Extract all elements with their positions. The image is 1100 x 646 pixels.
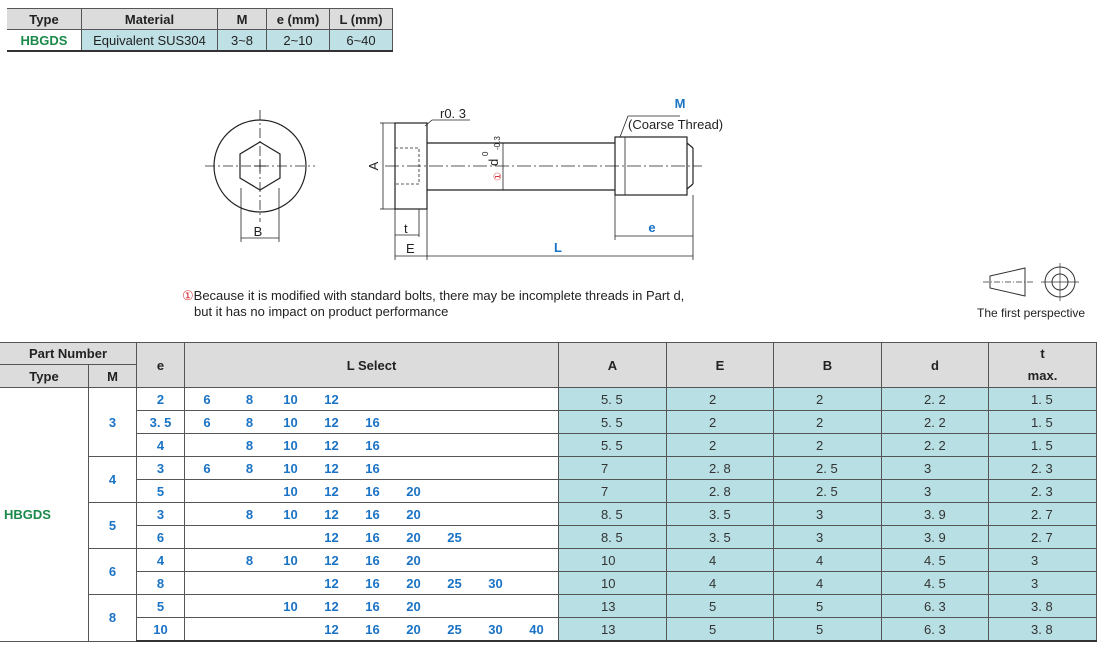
value-cell-e: 2. 8: [667, 457, 774, 480]
m-cell: 3: [89, 388, 137, 457]
table-row: [0, 388, 1097, 411]
note-line-2: but it has no impact on product performance: [194, 304, 449, 319]
value-cell-b: 4: [774, 549, 882, 572]
value-cell-e: 5: [667, 595, 774, 618]
value-cell-d: 3. 9: [882, 526, 989, 549]
value-cell-b: 2: [774, 388, 882, 411]
l-value: 25: [447, 621, 462, 637]
l-value: 16: [365, 460, 380, 476]
l-select-cell: [185, 618, 559, 642]
m-cell: 6: [89, 549, 137, 595]
l-value: 16: [365, 621, 380, 637]
value-cell-a: 8. 5: [559, 526, 667, 549]
value-cell-b: 2: [774, 434, 882, 457]
l-select-cell: [185, 434, 559, 457]
l-value: 12: [324, 552, 339, 568]
dim-tol-bot: -0.3: [493, 136, 502, 150]
value-cell-a: 13: [559, 618, 667, 642]
table-body: [0, 388, 1097, 642]
l-value: 20: [406, 552, 421, 568]
value-cell-t: 2. 3: [989, 480, 1097, 503]
e-cell: 3. 5: [137, 411, 185, 434]
dim-t: t: [404, 221, 408, 236]
header-type: Type: [0, 365, 89, 388]
l-value: 20: [406, 529, 421, 545]
value-cell-e: 3. 5: [667, 503, 774, 526]
l-value: 12: [324, 598, 339, 614]
spec-type: HBGDS: [7, 30, 82, 52]
value-cell-t: 3. 8: [989, 618, 1097, 642]
value-cell-a: 5. 5: [559, 434, 667, 457]
l-value: 16: [365, 437, 380, 453]
l-value: 25: [447, 529, 462, 545]
value-cell-a: 7: [559, 457, 667, 480]
value-cell-b: 4: [774, 572, 882, 595]
l-value: 16: [365, 483, 380, 499]
value-cell-d: 3: [882, 480, 989, 503]
e-cell: 4: [137, 549, 185, 572]
l-value: 6: [203, 460, 211, 476]
l-select-cell: [185, 595, 559, 618]
table-header-row-1: [0, 343, 1097, 365]
table-row: [0, 526, 1097, 549]
header-part-number: Part Number: [0, 343, 137, 365]
header-t-max: max.: [989, 365, 1097, 388]
table-row: [0, 595, 1097, 618]
bolt-drawing: [0, 90, 1100, 270]
l-value: 10: [283, 391, 298, 407]
header-a: A: [559, 343, 667, 388]
dim-e-head: E: [406, 241, 415, 256]
l-value: 16: [365, 552, 380, 568]
value-cell-e: 2. 8: [667, 480, 774, 503]
value-cell-t: 2. 7: [989, 526, 1097, 549]
l-value: 20: [406, 483, 421, 499]
l-value: 30: [488, 621, 503, 637]
value-cell-e: 2: [667, 411, 774, 434]
header-e: e: [137, 343, 185, 388]
dim-a: A: [366, 161, 381, 171]
dim-d: d: [486, 158, 501, 166]
e-cell: 8: [137, 572, 185, 595]
dim-tol-top: 0: [481, 151, 490, 156]
header-t: t: [989, 343, 1097, 365]
value-cell-b: 2: [774, 411, 882, 434]
l-value: 10: [283, 598, 298, 614]
m-cell: 4: [89, 457, 137, 503]
value-cell-b: 2. 5: [774, 480, 882, 503]
table-row: [0, 503, 1097, 526]
l-value: 10: [283, 506, 298, 522]
value-cell-e: 5: [667, 618, 774, 642]
spec-header-material: Material: [82, 9, 218, 30]
dim-l: L: [554, 240, 562, 255]
header-e-dim: E: [667, 343, 774, 388]
l-value: 8: [245, 414, 254, 430]
value-cell-t: 2. 7: [989, 503, 1097, 526]
value-cell-b: 2. 5: [774, 457, 882, 480]
l-value: 12: [324, 621, 339, 637]
l-select-cell: [185, 549, 559, 572]
header-m: M: [89, 365, 137, 388]
l-value: 6: [203, 391, 211, 407]
value-cell-e: 4: [667, 549, 774, 572]
value-cell-d: 3: [882, 457, 989, 480]
value-cell-a: 10: [559, 572, 667, 595]
e-cell: 3: [137, 457, 185, 480]
l-value: 12: [324, 437, 339, 453]
l-value: 12: [324, 506, 339, 522]
note-mark: ①: [182, 288, 194, 303]
value-cell-t: 3: [989, 549, 1097, 572]
table-row: [0, 434, 1097, 457]
value-cell-d: 4. 5: [882, 549, 989, 572]
l-value: 10: [283, 460, 298, 476]
table-row: [0, 549, 1097, 572]
dim-e: e: [648, 220, 656, 235]
header-l-select: L Select: [185, 343, 559, 388]
table-row: [0, 457, 1097, 480]
value-cell-t: 3. 8: [989, 595, 1097, 618]
l-value: 20: [406, 575, 421, 591]
value-cell-a: 13: [559, 595, 667, 618]
spec-header-e: e (mm): [267, 9, 330, 30]
spec-data-row: [7, 30, 393, 52]
l-value: 10: [283, 414, 298, 430]
l-value: 12: [324, 575, 339, 591]
l-value: 10: [283, 552, 298, 568]
spec-m: 3~8: [218, 30, 267, 52]
l-value: 6: [203, 414, 211, 430]
note-line-1: Because it is modified with standard bolts, there may be incomplete threads in Part d,: [193, 288, 685, 303]
value-cell-e: 2: [667, 388, 774, 411]
l-select-cell: [185, 411, 559, 434]
l-value: 40: [529, 621, 544, 637]
l-value: 10: [283, 483, 298, 499]
value-cell-a: 10: [559, 549, 667, 572]
spec-header-m: M: [218, 9, 267, 30]
l-value: 8: [245, 391, 254, 407]
l-select-cell: [185, 457, 559, 480]
dim-r: r0. 3: [440, 106, 467, 121]
e-cell: 10: [137, 618, 185, 642]
table-row: [0, 572, 1097, 595]
l-value: 12: [324, 483, 339, 499]
value-cell-b: 5: [774, 595, 882, 618]
e-cell: 5: [137, 595, 185, 618]
spec-l: 6~40: [330, 30, 393, 52]
m-cell: 8: [89, 595, 137, 642]
l-select-cell: [185, 503, 559, 526]
value-cell-a: 5. 5: [559, 388, 667, 411]
perspective-label: The first perspective: [977, 306, 1086, 320]
l-value: 16: [365, 414, 380, 430]
value-cell-b: 5: [774, 618, 882, 642]
value-cell-e: 3. 5: [667, 526, 774, 549]
header-d: d: [882, 343, 989, 388]
value-cell-d: 6. 3: [882, 618, 989, 642]
e-cell: 5: [137, 480, 185, 503]
dim-coarse: (Coarse Thread): [628, 117, 724, 132]
spec-material: Equivalent SUS304: [82, 30, 218, 52]
spec-header-l: L (mm): [330, 9, 393, 30]
l-select-cell: [185, 388, 559, 411]
l-select-cell: [185, 526, 559, 549]
l-value: 8: [245, 460, 254, 476]
l-value: 16: [365, 575, 380, 591]
l-select-cell: [185, 480, 559, 503]
value-cell-a: 8. 5: [559, 503, 667, 526]
value-cell-d: 6. 3: [882, 595, 989, 618]
value-cell-a: 7: [559, 480, 667, 503]
l-value: 25: [447, 575, 462, 591]
dimension-table: [0, 342, 1097, 642]
e-cell: 3: [137, 503, 185, 526]
l-value: 12: [324, 414, 339, 430]
value-cell-d: 2. 2: [882, 434, 989, 457]
l-value: 10: [283, 437, 298, 453]
value-cell-e: 2: [667, 434, 774, 457]
header-b: B: [774, 343, 882, 388]
table-row: [0, 618, 1097, 642]
e-cell: 2: [137, 388, 185, 411]
value-cell-d: 4. 5: [882, 572, 989, 595]
dim-m: M: [674, 96, 686, 111]
l-value: 8: [245, 506, 254, 522]
l-value: 16: [365, 506, 380, 522]
table-row: [0, 480, 1097, 503]
value-cell-d: 2. 2: [882, 411, 989, 434]
l-value: 20: [406, 598, 421, 614]
m-cell: 5: [89, 503, 137, 549]
e-cell: 4: [137, 434, 185, 457]
l-value: 16: [365, 529, 380, 545]
dim-marker: ①: [493, 172, 504, 181]
e-cell: 6: [137, 526, 185, 549]
spec-header-row: [7, 9, 393, 30]
l-value: 12: [324, 529, 339, 545]
value-cell-a: 5. 5: [559, 411, 667, 434]
l-value: 30: [488, 575, 503, 591]
spec-header-type: Type: [7, 9, 82, 30]
value-cell-b: 3: [774, 526, 882, 549]
value-cell-t: 1. 5: [989, 411, 1097, 434]
value-cell-t: 3: [989, 572, 1097, 595]
note: [182, 288, 684, 320]
l-value: 20: [406, 621, 421, 637]
dim-b: B: [253, 224, 263, 239]
l-select-cell: [185, 572, 559, 595]
l-value: 12: [324, 391, 339, 407]
value-cell-d: 3. 9: [882, 503, 989, 526]
l-value: 16: [365, 598, 380, 614]
table-row: [0, 411, 1097, 434]
value-cell-t: 2. 3: [989, 457, 1097, 480]
value-cell-d: 2. 2: [882, 388, 989, 411]
spec-e: 2~10: [267, 30, 330, 52]
l-value: 8: [245, 437, 254, 453]
l-value: 8: [245, 552, 254, 568]
value-cell-e: 4: [667, 572, 774, 595]
spec-table: [7, 8, 393, 52]
type-cell: HBGDS: [0, 388, 89, 642]
l-value: 12: [324, 460, 339, 476]
value-cell-t: 1. 5: [989, 388, 1097, 411]
l-value: 20: [406, 506, 421, 522]
value-cell-t: 1. 5: [989, 434, 1097, 457]
value-cell-b: 3: [774, 503, 882, 526]
